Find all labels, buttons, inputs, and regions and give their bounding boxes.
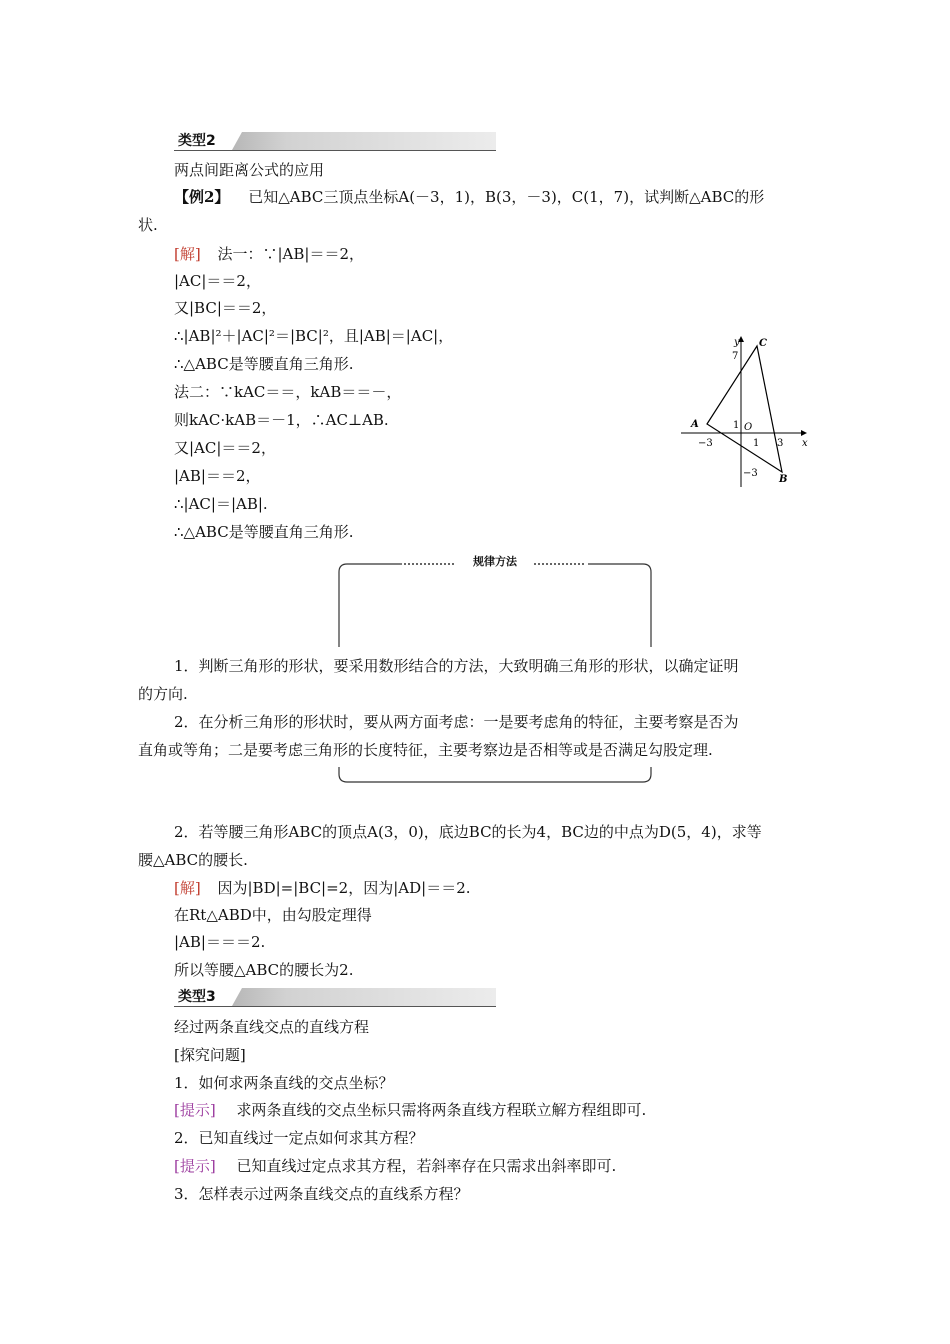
method-box-frame: [338, 562, 652, 648]
example2-tag: 【例2】: [174, 188, 230, 206]
point-c-label: C: [759, 338, 767, 349]
solution-tag: [解]: [174, 245, 201, 263]
x-label: x: [802, 438, 808, 449]
method1-line2: |AC|＝＝2，: [174, 272, 261, 290]
example2-line1: [174, 187, 764, 207]
answer-2-text: 已知直线过定点求其方程，若斜率存在只需求出斜率即可.: [236, 1157, 617, 1175]
point-a-label: A: [691, 419, 699, 430]
method-box: [338, 555, 652, 648]
type2-tag: 类型2: [174, 132, 232, 150]
method-p1-line1: 1．判断三角形的形状，要采用数形结合的方法，大致明确三角形的形状，以确定证明: [174, 657, 739, 675]
hint-tag-1: [提示]: [174, 1101, 216, 1119]
method-p2-line1: 2．在分析三角形的形状时，要从两方面考虑：一是要考虑角的特征，主要考察是否为: [174, 713, 739, 731]
y-label: y: [734, 337, 740, 348]
question-2: 2．已知直线过一定点如何求其方程？: [174, 1129, 424, 1147]
method1-line1: [174, 244, 364, 264]
example2-line2: 状.: [138, 216, 158, 234]
type2-banner: [174, 132, 496, 151]
point-b-label: B: [779, 474, 788, 485]
origin-label: O: [744, 422, 753, 433]
method1-line5: ∴△ABC是等腰直角三角形.: [174, 355, 354, 373]
question-1: 1．如何求两条直线的交点坐标？: [174, 1074, 394, 1092]
method-p2-line2: 直角或等角；二是要考虑三角形的长度特征，主要考察边是否相等或是否满足勾股定理.: [138, 741, 713, 759]
exercise-solution-line4: 所以等腰△ABC的腰长为2.: [174, 961, 354, 979]
exercise-line1: 2．若等腰三角形ABC的顶点A(3，0)，底边BC的长为4，BC边的中点为D(5，4)，求等: [174, 823, 762, 841]
method2-line5: ∴|AC|＝|AB|.: [174, 495, 268, 513]
method-title: 规律方法: [473, 555, 517, 568]
x-axis-arrow: [801, 430, 807, 436]
example2-text: 已知△ABC三顶点坐标A(－3，1)，B(3，－3)，C(1，7)，试判断△ABC的形: [248, 188, 765, 206]
exercise-solution-tag: [解]: [174, 879, 201, 897]
question-3: 3．怎样表示过两条直线交点的直线系方程？: [174, 1185, 469, 1203]
method2-line6: ∴△ABC是等腰直角三角形.: [174, 523, 354, 541]
answer-1-text: 求两条直线的交点坐标只需将两条直线方程联立解方程组即可.: [236, 1101, 647, 1119]
tick-1-y: 1: [733, 420, 740, 431]
method1-line3: 又|BC|＝＝2，: [174, 299, 277, 317]
method2-line3: 又|AC|＝＝2，: [174, 439, 276, 457]
tick-1-x: 1: [753, 438, 760, 449]
answer-1: [174, 1100, 646, 1120]
type2-heading: 两点间距离公式的应用: [174, 161, 325, 179]
method-box-bottom: [338, 766, 652, 786]
tick-3-x: 3: [777, 438, 784, 449]
method1-line4: ∴|AB|²＋|AC|²＝|BC|²，且|AB|＝|AC|，: [174, 327, 454, 345]
tick-neg3-y: −3: [743, 468, 758, 479]
type3-heading: 经过两条直线交点的直线方程: [174, 1018, 370, 1036]
type3-tag: 类型3: [174, 988, 232, 1006]
triangle-abc: [707, 346, 782, 472]
exercise-solution-line3: |AB|＝＝＝2.: [174, 933, 266, 951]
explore-label: [探究问题]: [174, 1046, 246, 1064]
method-p1-line2: 的方向.: [138, 685, 188, 703]
method2-line2: 则kAC·kAB＝－1，∴AC⊥AB.: [174, 411, 389, 429]
type3-banner: [174, 988, 496, 1007]
method2-line1: 法二：∵kAC＝＝，kAB＝＝－，: [174, 383, 402, 401]
method1-text: 法一：∵|AB|＝＝2，: [217, 245, 365, 263]
hint-tag-2: [提示]: [174, 1157, 216, 1175]
tick-7: 7: [732, 351, 739, 362]
exercise-line2: 腰△ABC的腰长.: [138, 851, 248, 869]
exercise-solution-line1: [174, 878, 471, 898]
exercise-solution-text: 因为|BD|=|BC|=2，因为|AD|＝＝2.: [217, 879, 471, 897]
method2-line4: |AB|＝＝2，: [174, 467, 261, 485]
exercise-solution-line2: 在Rt△ABD中，由勾股定理得: [174, 906, 372, 924]
answer-2: [174, 1156, 616, 1176]
tick-neg3-x: −3: [698, 438, 713, 449]
triangle-figure: [675, 332, 815, 492]
